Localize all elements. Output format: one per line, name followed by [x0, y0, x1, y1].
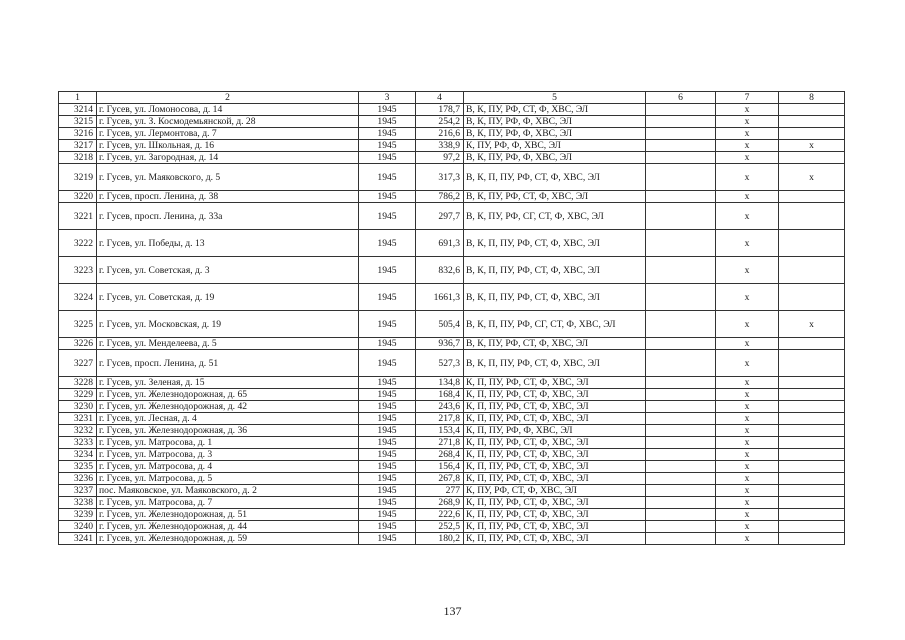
column-6-cell [646, 104, 716, 116]
column-6-cell [646, 203, 716, 230]
table-row [59, 425, 845, 437]
year-cell: 1945 [359, 257, 416, 284]
systems-cell: К, П, ПУ, РФ, СТ, Ф, ХВС, ЭЛ [464, 401, 646, 413]
area-cell: 1661,3 [416, 284, 464, 311]
table-row [59, 164, 845, 191]
table-body [59, 92, 845, 545]
column-6-cell [646, 449, 716, 461]
column-8-cell [779, 377, 845, 389]
address-cell: г. Гусев, ул. Железнодорожная, д. 51 [97, 509, 359, 521]
column-number-4: 4 [416, 92, 464, 104]
column-8-cell [779, 104, 845, 116]
table-row [59, 350, 845, 377]
column-6-cell [646, 128, 716, 140]
column-6-cell [646, 257, 716, 284]
area-cell: 786,2 [416, 191, 464, 203]
area-cell: 252,5 [416, 521, 464, 533]
area-cell: 168,4 [416, 389, 464, 401]
year-cell: 1945 [359, 104, 416, 116]
address-cell: г. Гусев, ул. Московская, д. 19 [97, 311, 359, 338]
year-cell: 1945 [359, 377, 416, 389]
table-row [59, 230, 845, 257]
area-cell: 505,4 [416, 311, 464, 338]
systems-cell: В, К, ПУ, РФ, Ф, ХВС, ЭЛ [464, 116, 646, 128]
column-8-cell [779, 152, 845, 164]
column-8-cell [779, 437, 845, 449]
systems-cell: К, П, ПУ, РФ, СТ, Ф, ХВС, ЭЛ [464, 437, 646, 449]
row-number: 3232 [59, 425, 97, 437]
area-cell: 268,4 [416, 449, 464, 461]
systems-cell: К, П, ПУ, РФ, СТ, Ф, ХВС, ЭЛ [464, 377, 646, 389]
area-cell: 243,6 [416, 401, 464, 413]
address-cell: г. Гусев, ул. З. Космодемьянской, д. 28 [97, 116, 359, 128]
column-7-cell: х [716, 401, 779, 413]
column-8-cell [779, 413, 845, 425]
column-6-cell [646, 521, 716, 533]
table-row [59, 257, 845, 284]
area-cell: 156,4 [416, 461, 464, 473]
systems-cell: В, К, П, ПУ, РФ, СТ, Ф, ХВС, ЭЛ [464, 257, 646, 284]
column-6-cell [646, 350, 716, 377]
column-6-cell [646, 497, 716, 509]
year-cell: 1945 [359, 164, 416, 191]
column-7-cell: х [716, 152, 779, 164]
table-row [59, 509, 845, 521]
column-8-cell [779, 350, 845, 377]
address-cell: пос. Маяковское, ул. Маяковского, д. 2 [97, 485, 359, 497]
table-row [59, 191, 845, 203]
area-cell: 936,7 [416, 338, 464, 350]
column-number-3: 3 [359, 92, 416, 104]
year-cell: 1945 [359, 401, 416, 413]
address-cell: г. Гусев, ул. Матросова, д. 4 [97, 461, 359, 473]
column-8-cell [779, 389, 845, 401]
column-6-cell [646, 389, 716, 401]
column-6-cell [646, 284, 716, 311]
address-cell: г. Гусев, просп. Ленина, д. 51 [97, 350, 359, 377]
column-7-cell: х [716, 497, 779, 509]
column-8-cell [779, 461, 845, 473]
column-6-cell [646, 485, 716, 497]
column-7-cell: х [716, 509, 779, 521]
area-cell: 297,7 [416, 203, 464, 230]
column-6-cell [646, 164, 716, 191]
column-8-cell [779, 230, 845, 257]
table-row [59, 521, 845, 533]
column-8-cell [779, 497, 845, 509]
row-number: 3225 [59, 311, 97, 338]
year-cell: 1945 [359, 389, 416, 401]
page-number: 137 [443, 604, 462, 618]
systems-cell: К, ПУ, РФ, СТ, Ф, ХВС, ЭЛ [464, 485, 646, 497]
column-7-cell: х [716, 284, 779, 311]
row-number: 3222 [59, 230, 97, 257]
row-number: 3226 [59, 338, 97, 350]
column-7-cell: х [716, 533, 779, 545]
column-7-cell: х [716, 425, 779, 437]
row-number: 3238 [59, 497, 97, 509]
address-cell: г. Гусев, ул. Школьная, д. 16 [97, 140, 359, 152]
address-cell: г. Гусев, ул. Загородная, д. 14 [97, 152, 359, 164]
systems-cell: В, К, ПУ, РФ, СТ, Ф, ХВС, ЭЛ [464, 338, 646, 350]
table-row [59, 497, 845, 509]
column-7-cell: х [716, 485, 779, 497]
row-number: 3227 [59, 350, 97, 377]
column-8-cell [779, 521, 845, 533]
row-number: 3231 [59, 413, 97, 425]
row-number: 3236 [59, 473, 97, 485]
address-cell: г. Гусев, ул. Железнодорожная, д. 42 [97, 401, 359, 413]
row-number: 3214 [59, 104, 97, 116]
column-6-cell [646, 191, 716, 203]
year-cell: 1945 [359, 509, 416, 521]
column-8-cell [779, 191, 845, 203]
year-cell: 1945 [359, 284, 416, 311]
column-7-cell: х [716, 116, 779, 128]
column-6-cell [646, 152, 716, 164]
year-cell: 1945 [359, 425, 416, 437]
systems-cell: В, К, ПУ, РФ, СГ, СТ, Ф, ХВС, ЭЛ [464, 203, 646, 230]
address-cell: г. Гусев, ул. Лесная, д. 4 [97, 413, 359, 425]
systems-cell: В, К, П, ПУ, РФ, СТ, Ф, ХВС, ЭЛ [464, 164, 646, 191]
table-row [59, 104, 845, 116]
row-number: 3235 [59, 461, 97, 473]
column-number-2: 2 [97, 92, 359, 104]
row-number: 3241 [59, 533, 97, 545]
row-number: 3217 [59, 140, 97, 152]
area-cell: 832,6 [416, 257, 464, 284]
table-row [59, 533, 845, 545]
row-number: 3223 [59, 257, 97, 284]
column-7-cell: х [716, 311, 779, 338]
column-8-cell [779, 284, 845, 311]
column-6-cell [646, 533, 716, 545]
table-row [59, 389, 845, 401]
column-6-cell [646, 230, 716, 257]
table-row [59, 449, 845, 461]
column-7-cell: х [716, 140, 779, 152]
address-cell: г. Гусев, ул. Железнодорожная, д. 59 [97, 533, 359, 545]
area-cell: 153,4 [416, 425, 464, 437]
row-number: 3230 [59, 401, 97, 413]
column-6-cell [646, 377, 716, 389]
table-row [59, 473, 845, 485]
column-7-cell: х [716, 257, 779, 284]
address-cell: г. Гусев, ул. Железнодорожная, д. 36 [97, 425, 359, 437]
column-7-cell: х [716, 203, 779, 230]
column-8-cell [779, 473, 845, 485]
column-7-cell: х [716, 350, 779, 377]
column-7-cell: х [716, 230, 779, 257]
table-row [59, 401, 845, 413]
address-cell: г. Гусев, ул. Советская, д. 3 [97, 257, 359, 284]
year-cell: 1945 [359, 485, 416, 497]
systems-cell: К, П, ПУ, РФ, СТ, Ф, ХВС, ЭЛ [464, 449, 646, 461]
column-8-cell [779, 116, 845, 128]
systems-cell: К, П, ПУ, РФ, СТ, Ф, ХВС, ЭЛ [464, 389, 646, 401]
systems-cell: К, П, ПУ, РФ, СТ, Ф, ХВС, ЭЛ [464, 497, 646, 509]
systems-cell: В, К, П, ПУ, РФ, СТ, Ф, ХВС, ЭЛ [464, 230, 646, 257]
systems-cell: К, П, ПУ, РФ, СТ, Ф, ХВС, ЭЛ [464, 509, 646, 521]
year-cell: 1945 [359, 230, 416, 257]
column-8-cell [779, 203, 845, 230]
year-cell: 1945 [359, 461, 416, 473]
table-row [59, 437, 845, 449]
year-cell: 1945 [359, 413, 416, 425]
column-number-8: 8 [779, 92, 845, 104]
systems-cell: В, К, П, ПУ, РФ, СТ, Ф, ХВС, ЭЛ [464, 284, 646, 311]
year-cell: 1945 [359, 116, 416, 128]
systems-cell: К, П, ПУ, РФ, СТ, Ф, ХВС, ЭЛ [464, 521, 646, 533]
column-8-cell [779, 485, 845, 497]
column-6-cell [646, 311, 716, 338]
column-6-cell [646, 116, 716, 128]
address-cell: г. Гусев, ул. Зеленая, д. 15 [97, 377, 359, 389]
column-7-cell: х [716, 164, 779, 191]
column-6-cell [646, 140, 716, 152]
column-number-5: 5 [464, 92, 646, 104]
column-6-cell [646, 473, 716, 485]
systems-cell: В, К, ПУ, РФ, Ф, ХВС, ЭЛ [464, 128, 646, 140]
year-cell: 1945 [359, 140, 416, 152]
column-8-cell [779, 401, 845, 413]
area-cell: 254,2 [416, 116, 464, 128]
year-cell: 1945 [359, 497, 416, 509]
table-row [59, 152, 845, 164]
column-6-cell [646, 401, 716, 413]
row-number: 3233 [59, 437, 97, 449]
row-number: 3228 [59, 377, 97, 389]
column-8-cell [779, 128, 845, 140]
systems-cell: К, П, ПУ, РФ, СТ, Ф, ХВС, ЭЛ [464, 413, 646, 425]
column-8-cell [779, 533, 845, 545]
systems-cell: К, П, ПУ, РФ, СТ, Ф, ХВС, ЭЛ [464, 461, 646, 473]
year-cell: 1945 [359, 350, 416, 377]
column-8-cell [779, 425, 845, 437]
area-cell: 216,6 [416, 128, 464, 140]
column-6-cell [646, 509, 716, 521]
address-cell: г. Гусев, ул. Маяковского, д. 5 [97, 164, 359, 191]
address-cell: г. Гусев, ул. Победы, д. 13 [97, 230, 359, 257]
year-cell: 1945 [359, 203, 416, 230]
table-row [59, 203, 845, 230]
column-8-cell [779, 338, 845, 350]
systems-cell: В, К, ПУ, РФ, Ф, ХВС, ЭЛ [464, 152, 646, 164]
row-number: 3215 [59, 116, 97, 128]
column-number-7: 7 [716, 92, 779, 104]
area-cell: 277 [416, 485, 464, 497]
address-cell: г. Гусев, ул. Матросова, д. 3 [97, 449, 359, 461]
column-8-cell [779, 509, 845, 521]
row-number: 3221 [59, 203, 97, 230]
column-8-cell [779, 257, 845, 284]
table-row [59, 338, 845, 350]
systems-cell: К, ПУ, РФ, Ф, ХВС, ЭЛ [464, 140, 646, 152]
column-8-cell: х [779, 311, 845, 338]
column-8-cell: х [779, 164, 845, 191]
systems-cell: В, К, ПУ, РФ, СТ, Ф, ХВС, ЭЛ [464, 104, 646, 116]
table-row [59, 128, 845, 140]
year-cell: 1945 [359, 311, 416, 338]
row-number: 3240 [59, 521, 97, 533]
table-row [59, 485, 845, 497]
column-7-cell: х [716, 377, 779, 389]
address-cell: г. Гусев, ул. Матросова, д. 7 [97, 497, 359, 509]
row-number: 3229 [59, 389, 97, 401]
column-7-cell: х [716, 473, 779, 485]
column-number-header-row [59, 92, 845, 104]
column-7-cell: х [716, 191, 779, 203]
table-row [59, 116, 845, 128]
systems-cell: В, К, ПУ, РФ, СТ, Ф, ХВС, ЭЛ [464, 191, 646, 203]
address-cell: г. Гусев, ул. Менделеева, д. 5 [97, 338, 359, 350]
column-7-cell: х [716, 449, 779, 461]
table-row [59, 140, 845, 152]
address-cell: г. Гусев, ул. Лермонтова, д. 7 [97, 128, 359, 140]
address-cell: г. Гусев, ул. Матросова, д. 5 [97, 473, 359, 485]
year-cell: 1945 [359, 521, 416, 533]
column-6-cell [646, 338, 716, 350]
area-cell: 317,3 [416, 164, 464, 191]
column-7-cell: х [716, 128, 779, 140]
column-6-cell [646, 425, 716, 437]
year-cell: 1945 [359, 152, 416, 164]
area-cell: 97,2 [416, 152, 464, 164]
column-6-cell [646, 461, 716, 473]
address-cell: г. Гусев, ул. Ломоносова, д. 14 [97, 104, 359, 116]
column-7-cell: х [716, 104, 779, 116]
column-7-cell: х [716, 437, 779, 449]
year-cell: 1945 [359, 533, 416, 545]
systems-cell: К, П, ПУ, РФ, СТ, Ф, ХВС, ЭЛ [464, 533, 646, 545]
systems-cell: К, П, ПУ, РФ, Ф, ХВС, ЭЛ [464, 425, 646, 437]
year-cell: 1945 [359, 449, 416, 461]
column-6-cell [646, 437, 716, 449]
year-cell: 1945 [359, 437, 416, 449]
row-number: 3237 [59, 485, 97, 497]
area-cell: 271,8 [416, 437, 464, 449]
address-cell: г. Гусев, ул. Советская, д. 19 [97, 284, 359, 311]
area-cell: 134,8 [416, 377, 464, 389]
table-row [59, 413, 845, 425]
column-8-cell: х [779, 140, 845, 152]
area-cell: 222,6 [416, 509, 464, 521]
row-number: 3216 [59, 128, 97, 140]
area-cell: 338,9 [416, 140, 464, 152]
year-cell: 1945 [359, 128, 416, 140]
area-cell: 268,9 [416, 497, 464, 509]
address-cell: г. Гусев, ул. Железнодорожная, д. 65 [97, 389, 359, 401]
table-row [59, 311, 845, 338]
row-number: 3234 [59, 449, 97, 461]
area-cell: 180,2 [416, 533, 464, 545]
column-number-6: 6 [646, 92, 716, 104]
table-row [59, 284, 845, 311]
table-row [59, 461, 845, 473]
row-number: 3218 [59, 152, 97, 164]
year-cell: 1945 [359, 473, 416, 485]
row-number: 3219 [59, 164, 97, 191]
area-cell: 267,8 [416, 473, 464, 485]
systems-cell: В, К, П, ПУ, РФ, СГ, СТ, Ф, ХВС, ЭЛ [464, 311, 646, 338]
column-7-cell: х [716, 413, 779, 425]
address-cell: г. Гусев, просп. Ленина, д. 38 [97, 191, 359, 203]
column-7-cell: х [716, 338, 779, 350]
year-cell: 1945 [359, 338, 416, 350]
column-6-cell [646, 413, 716, 425]
address-cell: г. Гусев, просп. Ленина, д. 33а [97, 203, 359, 230]
row-number: 3224 [59, 284, 97, 311]
housing-registry-table [58, 91, 845, 545]
column-7-cell: х [716, 461, 779, 473]
systems-cell: В, К, П, ПУ, РФ, СТ, Ф, ХВС, ЭЛ [464, 350, 646, 377]
year-cell: 1945 [359, 191, 416, 203]
column-number-1: 1 [59, 92, 97, 104]
area-cell: 527,3 [416, 350, 464, 377]
systems-cell: К, П, ПУ, РФ, СТ, Ф, ХВС, ЭЛ [464, 473, 646, 485]
column-8-cell [779, 449, 845, 461]
column-7-cell: х [716, 521, 779, 533]
area-cell: 217,8 [416, 413, 464, 425]
column-7-cell: х [716, 389, 779, 401]
row-number: 3239 [59, 509, 97, 521]
row-number: 3220 [59, 191, 97, 203]
area-cell: 178,7 [416, 104, 464, 116]
address-cell: г. Гусев, ул. Матросова, д. 1 [97, 437, 359, 449]
area-cell: 691,3 [416, 230, 464, 257]
address-cell: г. Гусев, ул. Железнодорожная, д. 44 [97, 521, 359, 533]
table-row [59, 377, 845, 389]
